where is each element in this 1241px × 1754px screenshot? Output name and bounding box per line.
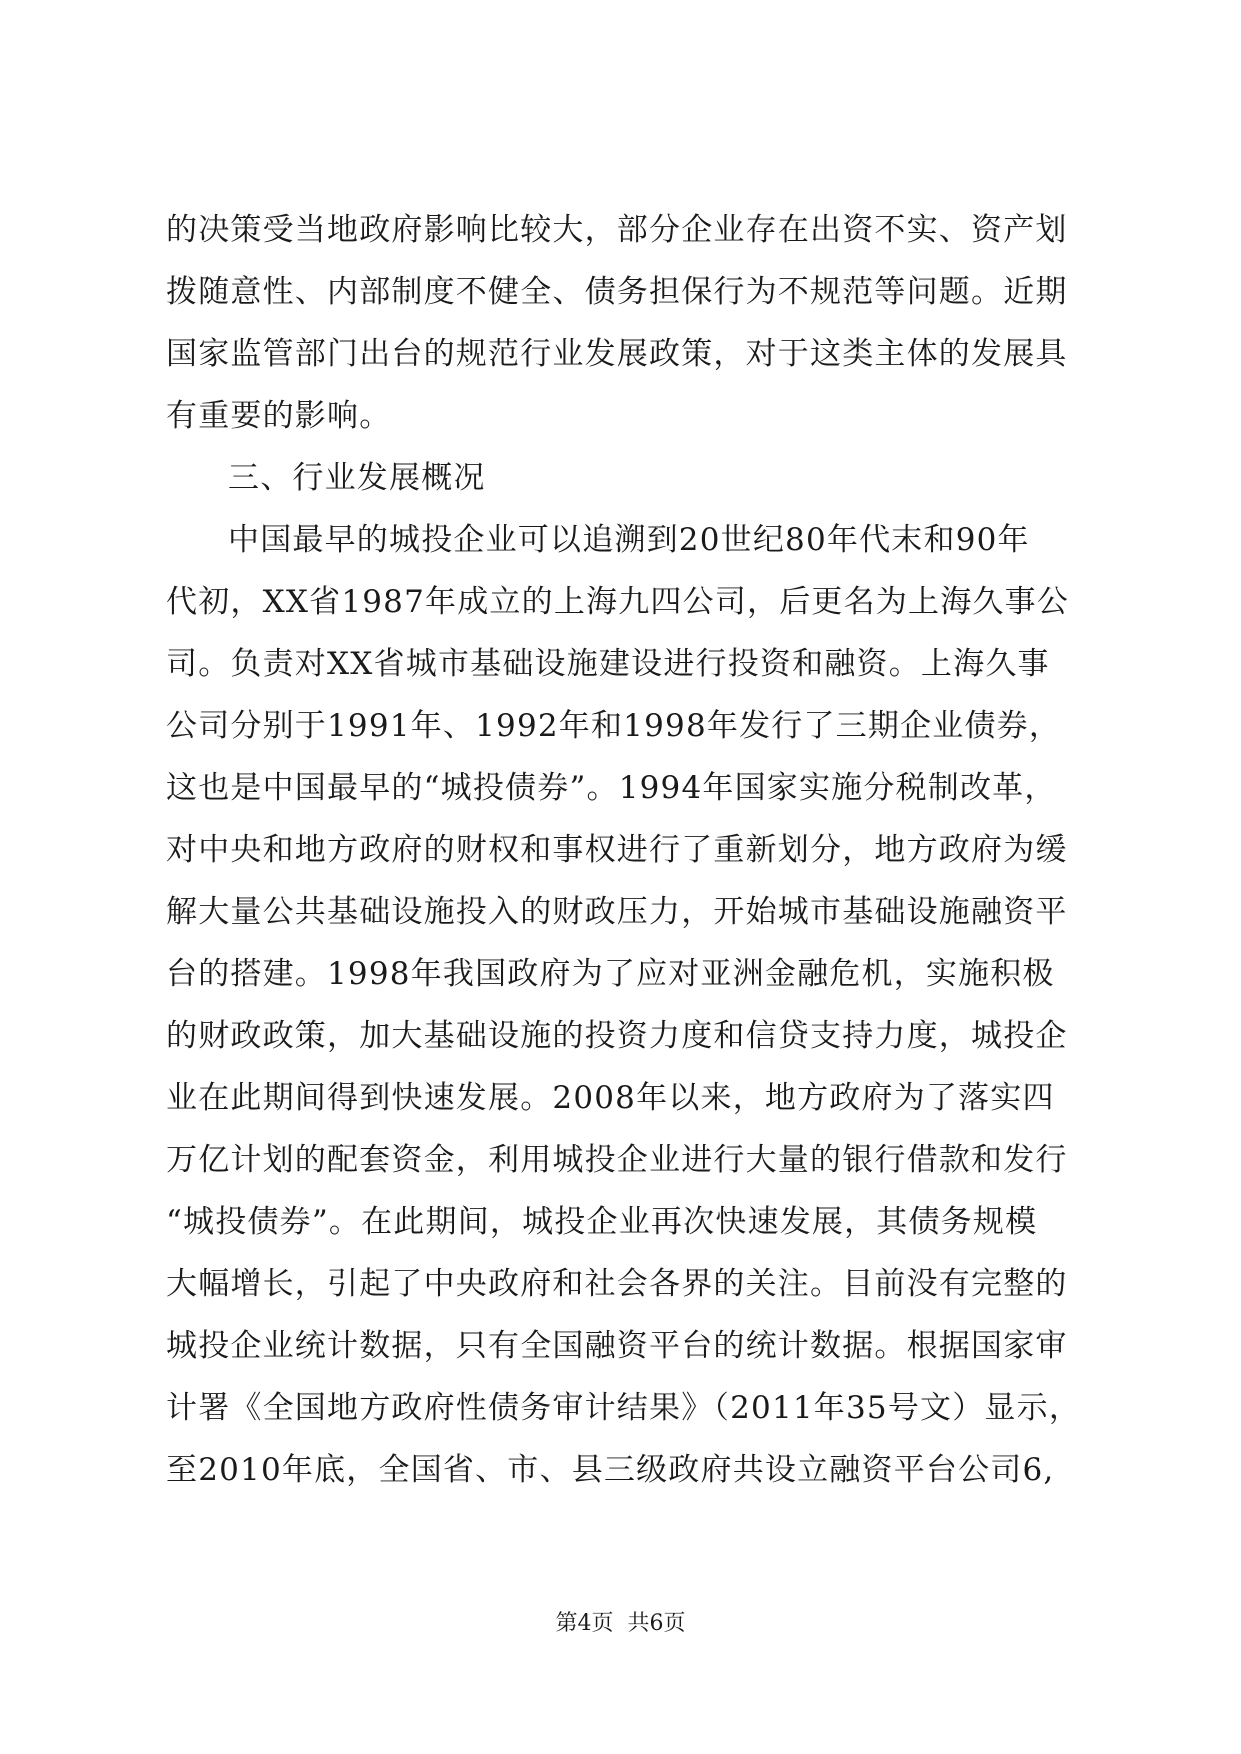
body-line: 的决策受当地政府影响比较大，部分企业存在出资不实、资产划: [166, 212, 1068, 248]
body-line: 万亿计划的配套资金，利用城投企业进行大量的银行借款和发行: [166, 1142, 1068, 1178]
body-line: 中国最早的城投企业可以追溯到20世纪80年代末和90年: [228, 522, 1030, 558]
body-line: 这也是中国最早的“城投债券”。1994年国家实施分税制改革，: [166, 770, 1057, 806]
body-line: 解大量公共基础设施投入的财政压力，开始城市基础设施融资平: [166, 894, 1068, 930]
body-line: 大幅增长，引起了中央政府和社会各界的关注。目前没有完整的: [166, 1266, 1068, 1302]
body-line: 国家监管部门出台的规范行业发展政策，对于这类主体的发展具: [166, 336, 1068, 372]
body-line: 司。负责对XX省城市基础设施建设进行投资和融资。上海久事: [166, 646, 1050, 682]
body-line: 有重要的影响。: [166, 398, 392, 434]
body-line: 对中央和地方政府的财权和事权进行了重新划分，地方政府为缓: [166, 832, 1068, 868]
section-heading: 三、行业发展概况: [228, 460, 486, 496]
page-number-footer: 第4页 共6页: [555, 1611, 686, 1636]
body-line: 台的搭建。1998年我国政府为了应对亚洲金融危机，实施积极: [166, 956, 1055, 992]
body-line: 代初，XX省1987年成立的上海九四公司，后更名为上海久事公: [166, 584, 1070, 620]
body-line: 城投企业统计数据，只有全国融资平台的统计数据。根据国家审: [166, 1328, 1068, 1364]
body-line: 业在此期间得到快速发展。2008年以来，地方政府为了落实四: [166, 1080, 1055, 1116]
body-line: 公司分别于1991年、1992年和1998年发行了三期企业债券，: [166, 708, 1062, 744]
body-line: “城投债券”。在此期间，城投企业再次快速发展，其债务规模: [166, 1204, 1038, 1240]
body-line: 拨随意性、内部制度不健全、债务担保行为不规范等问题。近期: [166, 274, 1068, 310]
body-line: 至2010年底，全国省、市、县三级政府共设立融资平台公司6,: [166, 1452, 1055, 1488]
body-line: 计署《全国地方政府性债务审计结果》（2011年35号文）显示，: [166, 1390, 1082, 1426]
body-line: 的财政政策，加大基础设施的投资力度和信贷支持力度，城投企: [166, 1018, 1068, 1054]
